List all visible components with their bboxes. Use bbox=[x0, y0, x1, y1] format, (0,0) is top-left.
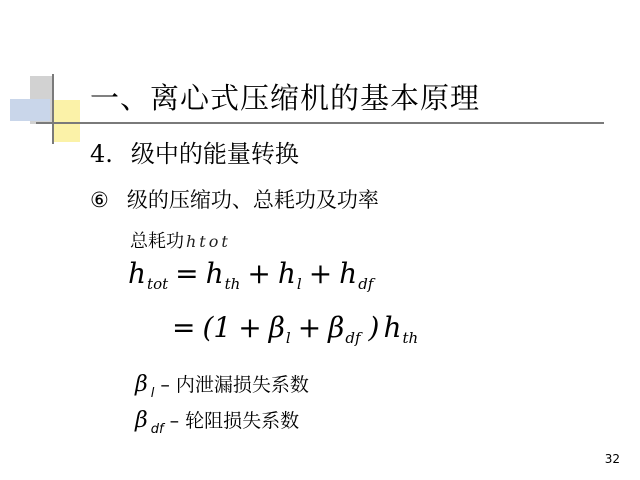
eq1-term3-sub: df bbox=[358, 275, 374, 293]
eq2-open: (1 bbox=[202, 311, 232, 344]
definition-internal-leakage bbox=[135, 370, 309, 401]
equation-loss-coefficients bbox=[172, 311, 419, 347]
def2-symbol: β bbox=[135, 408, 148, 433]
eq2-h: h bbox=[383, 311, 402, 344]
subsection-heading bbox=[90, 184, 379, 214]
slide-title: 一、离心式压缩机的基本原理 bbox=[90, 81, 481, 115]
eq1-equals: = bbox=[175, 257, 199, 290]
def1-sub: l bbox=[150, 386, 155, 401]
def1-symbol: β bbox=[135, 372, 148, 397]
term-symbol: htot bbox=[186, 232, 231, 251]
eq1-plus1: + bbox=[247, 257, 271, 290]
def1-text: 内泄漏损失系数 bbox=[175, 374, 309, 396]
section-number: 4. bbox=[90, 140, 113, 168]
eq2-plus2: + bbox=[297, 311, 322, 344]
subsection-marker: ⑥ bbox=[90, 188, 109, 212]
eq1-lhs-sub: tot bbox=[147, 275, 169, 293]
term-line bbox=[130, 227, 231, 253]
subsection-title: 级的压缩功、总耗功及功率 bbox=[126, 188, 379, 212]
def2-text: 轮阻损失系数 bbox=[185, 410, 300, 432]
title-underline bbox=[36, 122, 604, 124]
eq2-equals: = bbox=[172, 311, 196, 344]
section-title: 级中的能量转换 bbox=[130, 140, 299, 168]
eq1-term1-sub: th bbox=[224, 275, 241, 293]
eq2-beta-df: β bbox=[328, 311, 345, 344]
definition-disk-friction bbox=[135, 406, 299, 437]
equation-total-work bbox=[128, 257, 374, 293]
eq2-beta-l-sub: l bbox=[285, 329, 291, 347]
eq1-term1: h bbox=[205, 257, 224, 290]
eq2-close: ) bbox=[368, 311, 380, 344]
def2-dash: – bbox=[169, 410, 180, 432]
eq1-plus2: + bbox=[308, 257, 333, 290]
eq2-beta-l: β bbox=[268, 311, 285, 344]
eq2-beta-df-sub: df bbox=[345, 329, 361, 347]
eq2-plus1: + bbox=[238, 311, 262, 344]
term-label: 总耗功 bbox=[130, 231, 184, 252]
decor-blue-square bbox=[10, 99, 50, 121]
section-heading bbox=[90, 134, 299, 169]
def2-sub: df bbox=[150, 422, 164, 437]
decor-yellow-square bbox=[52, 100, 80, 142]
page-number: 32 bbox=[604, 452, 620, 466]
eq1-term3: h bbox=[339, 257, 358, 290]
eq1-term2-sub: l bbox=[296, 275, 302, 293]
decor-vertical-line bbox=[52, 74, 54, 144]
eq2-h-sub: th bbox=[402, 329, 419, 347]
eq1-term2: h bbox=[277, 257, 296, 290]
eq1-lhs: h bbox=[128, 257, 147, 290]
def1-dash: – bbox=[160, 374, 170, 396]
